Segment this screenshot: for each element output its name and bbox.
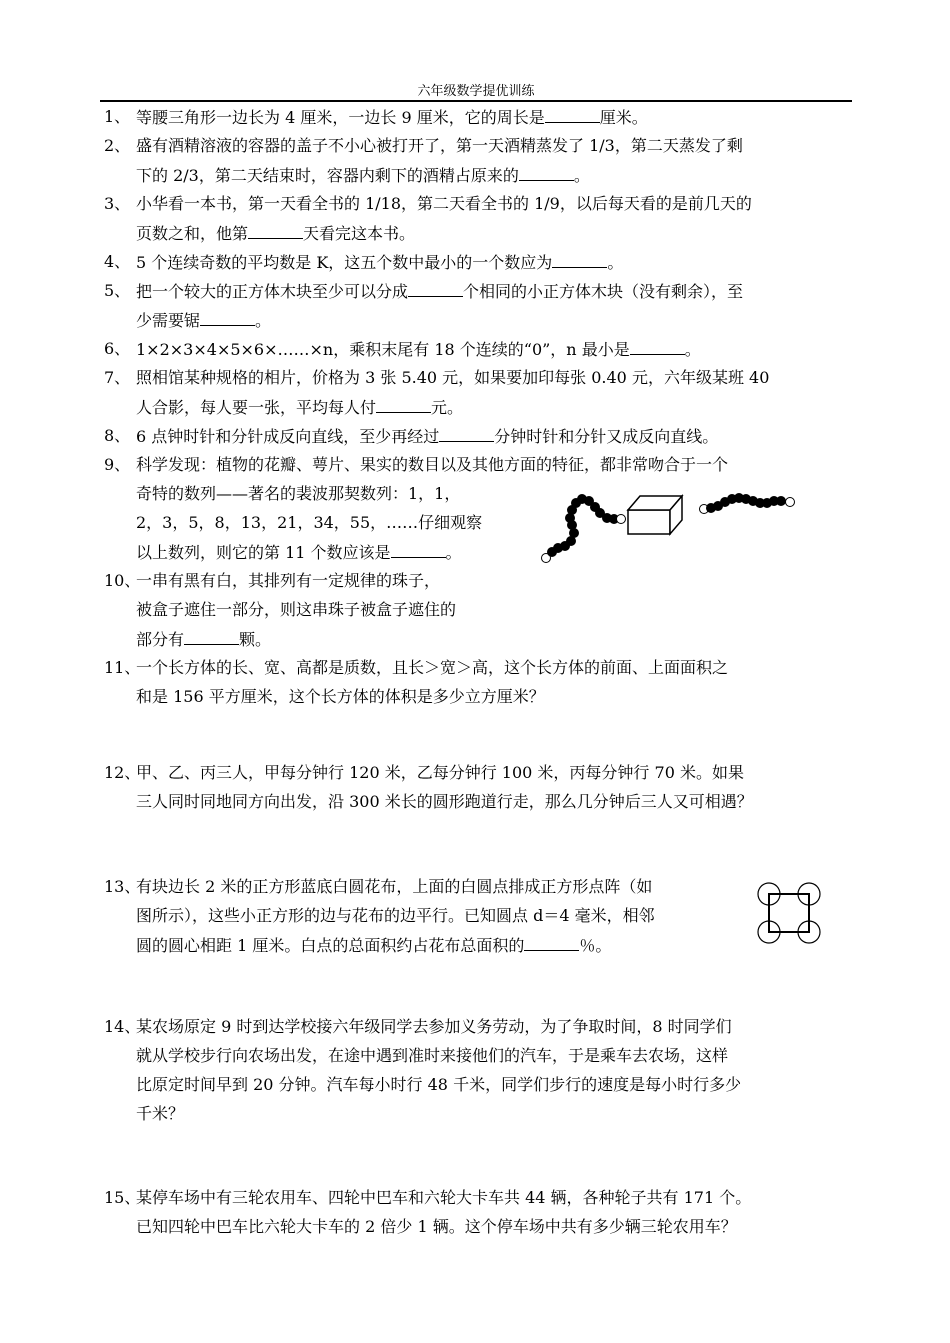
box-icon	[628, 496, 682, 534]
question-text: 照相馆某种规格的相片，价格为 3 张 5.40 元，如果要加印每张 0.40 元，六年级某班 40	[136, 368, 770, 387]
answer-blank[interactable]	[545, 107, 600, 123]
question-line	[136, 1017, 732, 1037]
answer-blank[interactable]	[248, 223, 303, 239]
question-line	[136, 1075, 741, 1095]
white-bead	[617, 515, 626, 524]
beads-box-figure	[538, 488, 808, 563]
question-text: 6 点钟时针和分针成反向直线，至少再经过	[136, 427, 440, 446]
question-number: 3、	[104, 194, 131, 213]
answer-blank[interactable]	[376, 397, 431, 413]
question-number: 5、	[104, 281, 131, 300]
question-line	[136, 426, 718, 447]
question-text: 三人同时同地同方向出发，沿 300 米长的圆形跑道行走，那么几分钟后三人又可相遇？	[136, 792, 753, 811]
answer-blank[interactable]	[408, 281, 463, 297]
question-line	[136, 107, 648, 128]
question-line	[136, 484, 460, 504]
question-text: 等腰三角形一边长为 4 厘米，一边长 9 厘米，它的周长是	[136, 108, 545, 127]
question-line	[136, 1046, 728, 1066]
question-text: ％。	[579, 936, 612, 955]
white-bead	[786, 498, 795, 507]
question-number: 8、	[104, 426, 131, 445]
question-line	[136, 600, 456, 620]
question-text: 和是 156 平方厘米，这个长方体的体积是多少立方厘米？	[136, 687, 545, 706]
lattice-square	[769, 894, 809, 932]
answer-blank[interactable]	[524, 935, 579, 951]
answer-blank[interactable]	[552, 252, 607, 268]
question-text: 1×2×3×4×5×6×……×n，乘积末尾有 18 个连续的“0”，n 最小是	[136, 340, 630, 359]
question-text: 颗。	[239, 630, 272, 649]
question-text: 比原定时间早到 20 分钟。汽车每小时行 48 千米，同学们步行的速度是每小时行多少	[136, 1075, 742, 1094]
question-text: 。	[255, 311, 272, 330]
question-text: 小华看一本书，第一天看全书的 1/18，第二天看全书的 1/9，以后每天看的是前几天的	[136, 194, 752, 213]
question-line	[136, 571, 440, 591]
question-text: 图所示），这些小正方形的边与花布的边平行。已知圆点 d＝4 毫米，相邻	[136, 906, 655, 925]
question-text: 把一个较大的正方体木块至少可以分成	[136, 282, 409, 301]
question-line	[136, 397, 463, 418]
question-line	[136, 658, 728, 678]
question-line	[136, 629, 271, 650]
question-text: 一个长方体的长、宽、高都是质数，且长＞宽＞高，这个长方体的前面、上面面积之	[136, 658, 729, 677]
answer-blank[interactable]	[184, 629, 239, 645]
question-line	[136, 763, 744, 783]
question-line	[136, 1217, 737, 1237]
question-line	[136, 792, 753, 812]
header-rule	[100, 100, 852, 102]
question-text: 5 个连续奇数的平均数是 K，这五个数中最小的一个数应为	[136, 253, 553, 272]
question-line	[136, 935, 611, 956]
question-text: 盛有酒精溶液的容器的盖子不小心被打开了，第一天酒精蒸发了 1/3，第二天蒸发了剩	[136, 136, 743, 155]
question-line	[136, 194, 752, 214]
answer-blank[interactable]	[519, 165, 574, 181]
question-line	[136, 1188, 751, 1208]
question-line	[136, 1104, 184, 1124]
question-text: 个相同的小正方体木块（没有剩余），至	[463, 282, 744, 301]
question-number: 15、	[104, 1188, 141, 1207]
question-number: 10、	[104, 571, 141, 590]
question-line	[136, 368, 769, 388]
question-text: 。	[573, 166, 590, 185]
answer-blank[interactable]	[391, 542, 446, 558]
question-line	[136, 339, 701, 360]
question-text: 。	[445, 543, 462, 562]
answer-blank[interactable]	[439, 426, 494, 442]
question-number: 7、	[104, 368, 131, 387]
question-number: 6、	[104, 339, 131, 358]
dot-lattice-figure	[754, 879, 826, 947]
question-line	[136, 165, 590, 186]
question-line	[136, 687, 545, 707]
question-text: 分钟时针和分针又成反向直线。	[494, 427, 719, 446]
question-text: 就从学校步行向农场出发，在途中遇到准时来接他们的汽车，于是乘车去农场，这样	[136, 1046, 729, 1065]
question-text: 某农场原定 9 时到达学校接六年级同学去参加义务劳动，为了争取时间，8 时同学们	[136, 1017, 732, 1036]
question-text: 下的 2/3，第二天结束时，容器内剩下的酒精占原来的	[136, 166, 519, 185]
question-line	[136, 281, 743, 302]
question-text: 千米？	[136, 1104, 185, 1123]
question-line	[136, 252, 623, 273]
question-text: 有块边长 2 米的正方形蓝底白圆花布，上面的白圆点排成正方形点阵（如	[136, 877, 653, 896]
question-text: 厘米。	[599, 108, 648, 127]
question-text: 少需要锯	[136, 311, 201, 330]
question-text: 部分有	[136, 630, 185, 649]
question-line	[136, 513, 482, 533]
question-text: 人合影，每人要一张，平均每人付	[136, 398, 377, 417]
question-text: 天看完这本书。	[303, 224, 416, 243]
answer-blank[interactable]	[200, 310, 255, 326]
question-text: 某停车场中有三轮农用车、四轮中巴车和六轮大卡车共 44 辆，各种轮子共有 171 个。	[136, 1188, 752, 1207]
question-line	[136, 877, 652, 897]
question-line	[136, 223, 415, 244]
question-number: 11、	[104, 658, 141, 677]
question-text: 元。	[431, 398, 464, 417]
question-text: 已知四轮中巴车比六轮大卡车的 2 倍少 1 辆。这个停车场中共有多少辆三轮农用车？	[136, 1217, 737, 1236]
question-text: 2，3，5，8，13，21，34，55，……仔细观察	[136, 513, 483, 532]
question-number: 14、	[104, 1017, 141, 1036]
answer-blank[interactable]	[630, 339, 685, 355]
question-line	[136, 136, 743, 156]
page-header-title: 六年级数学提优训练	[417, 84, 535, 99]
question-number: 9、	[104, 455, 131, 474]
question-text: 奇特的数列——著名的裴波那契数列：1，1，	[136, 484, 461, 503]
question-number: 1、	[104, 107, 131, 126]
question-text: 以上数列，则它的第 11 个数应该是	[136, 543, 391, 562]
question-number: 2、	[104, 136, 131, 155]
question-line	[136, 906, 655, 926]
question-number: 13、	[104, 877, 141, 896]
question-line	[136, 455, 728, 475]
question-text: 甲、乙、丙三人，甲每分钟行 120 米，乙每分钟行 100 米，丙每分钟行 70 米。如果	[136, 763, 744, 782]
question-text: 。	[607, 253, 624, 272]
question-number: 4、	[104, 252, 131, 271]
question-text: 圆的圆心相距 1 厘米。白点的总面积约占花布总面积的	[136, 936, 525, 955]
question-text: 一串有黑有白，其排列有一定规律的珠子，	[136, 571, 441, 590]
question-number: 12、	[104, 763, 141, 782]
black-bead	[777, 497, 786, 506]
question-line	[136, 310, 271, 331]
question-text: 。	[684, 340, 701, 359]
question-text: 被盒子遮住一部分，则这串珠子被盒子遮住的	[136, 600, 457, 619]
question-text: 科学发现：植物的花瓣、萼片、果实的数目以及其他方面的特征，都非常吻合于一个	[136, 455, 729, 474]
question-line	[136, 542, 462, 563]
question-text: 页数之和，他第	[136, 224, 249, 243]
